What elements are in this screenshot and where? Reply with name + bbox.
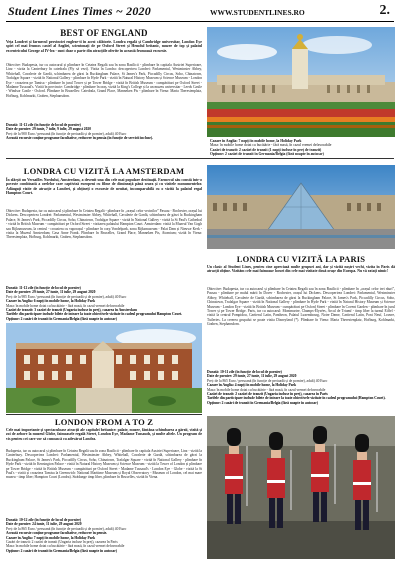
note-text: Cazări de tranzit: 2 cazări de tranzit (Ungaria incluse în preț), cazarea în Paris	[6, 540, 118, 545]
best-of-england-title: BEST OF ENGLAND	[60, 28, 148, 38]
royal-guards-photo	[207, 416, 395, 559]
option-text: Opțiune: 2 cazări de tranzit în Germania/Belgia (fără noapte în autocar)	[6, 548, 117, 553]
dates-text: Date de pornire: 29 iunie, 7 iulie, 9 iulie, 29 august 2020	[6, 127, 91, 132]
amsterdam-body: Obiective: Budapesta, tur cu autocarul și plimbare în Cetatea Regală - plimbare în „orașul celor vecinilor” Passau - Bochester, orașul lui Dickens. Descoperirea Londrei: Parlamentul, Westminster Abbey, Whitehall, Cavalerie de Gardă, schimbarea de gărzi la Buckingham Palace, St James's Park, Piccadilly Circus, Soho, Chinatown, Trafalgar Square - vizită în National Gallery - vizită la St Paul's Cathedral - vizită în British Museum - cumpărături pe Oxford Street - vizitarea palatului Hampton Court. Amsterdam: vizită la Muzeul Van Gogh sau Rijksmuseum, la centrul - croaziera cu vaporașul - plimbare în corp Vondelpark, zona Rijksmuseum - Palat Dam și Nieuwe Kerk - vizita la Muzeul Amsterdam; Casa Anne Frank. Plimbare în Bruxelles, Grand Place, Manneken Pis, Atomium; vizită în Viena: Theresienplatz, Hofburg, Kohlmarkt, Graben, Stephansdom.	[6, 209, 202, 240]
stay-text: Cazare în Anglia: 7 nopți în mobile home, la Holiday Park	[6, 535, 96, 540]
best-of-england-body: Obiective: Budapesta, tur cu autocarul și plimbare în Cetatea Regală sau în zona Basilicii - plimbare în capitala Austriei Superioare, Linz - vizita la Canterbury în catedrala (Fly să vezi). Vizita în Londra: descoperirea Londrei: Parlamentul, Westminster Abbey, Whitehall, Cavalerie de Gardă, schimbarea de gărzi la Buckingham Palace, St James's Park, Piccadilly Circus, Soho, Chinatown, Trafalgar Square - vizită în National Gallery - plimbare în Hyde Park - vizită în Natural History Museum și Science Museum - London Eye - croaziera pe Tamisa - plimbare în jurul Tower și pe Tower Bridge - vizită în British Museum - cumpărături pe Oxford Street - Madame Tussaud's. Vizită în provincie: Cambridge - plimbare în oraș, vizită la King's College și la un muzeu universitar - Leeds Castle - Windsor Castle - Oxford. Plimbare în Bruxelles: Catedrala, Grand Place, Manneken Pis - plimbare în Viena: Maria Theresienplatz, Hofburg, Kohlmarkt, Graben, Stephansdom.	[6, 63, 202, 98]
best-of-england-lead: Veța Londrei și farmecul provinciei engleze-ti în acest călătorie. Londra regală și Cambridge universitar, London Eye spiri cel mai frumos castel al Angliei, scientonați de pe Oxford Street și Hemdul britanic, muzee de top și palatul excentricului George al IV-lea - sunt doar o parte din atracțiile oferite în această frumoasă excursie.	[6, 40, 202, 53]
paris-lead: Un clasic al Student Lines, pentru cine apreciază multe grupuri ani, dar și vizită noștri vechi, vizita în Paris dă atracții obține. Vizităm cele mai faimoase locuri din cele mai vizitate două orașe din Europa. Nu vă ratați nimic!	[207, 265, 395, 274]
meal-text: Masa: în mobile home dotat cu bucătărie - fără masă, în cazul vremei defavorabile	[6, 544, 125, 549]
buckingham-palace-photo	[207, 27, 395, 137]
paris-body: Obiective: Budapesta, tur cu autocarul și plimbare în Cetatea Regală sau în zona Basilicii - plimbare în „orașul celor trei râuri”, Passau - plimbare pe malul mării în Dover - Rochester, orașul lui Dickens. Descoperirea Londrei: Parlamentul, Westminster Abbey, Whitehall, Cavalerie de Gardă, schimbarea de gărzi la Buckingham Palace, St James's Park, Piccadilly Circus, Soho, Chinatown, Trafalgar Square - vizită în National Gallery - plimbare în Hyde Park - vizită în Natural History Museum și Science Museum - London Eye - vizită în British Museum - cumpărături pe Oxford Street - plimbare în Covent Garden - plimbare în jurul Tower și pe Tower Bridge. Paris, tur cu autocarul: Montmartre, Champs-Élysées, Arcul de Triumf - timp liber la turnul Eiffel - vizită la centrul Pompidou, Cartierul Latin, Pantheon, Palatul Luxembourg, Notre Dame, Cartierul Latin, Pont Neuf, Louvre, Tuileries. La cererea grupului se poate vizita Disneyland (*). Plimbare în Viena: Maria Theresienplatz, Hofburg, Kohlmarkt, Graben, Stephansdom.	[207, 287, 395, 327]
caption-line: Opțiune: 2 cazări de tranzit în Germania/Belgia (fără noapte în autocar)	[210, 151, 324, 156]
photo1-caption	[210, 139, 396, 156]
dates-text: Date de pornire: 24 iunie, 11 iulie, 29 august 2020	[6, 522, 82, 527]
dates-text: Date de pornire: 29 iunie, 27 iunie, 11 iulie, 29 august 2020	[207, 374, 297, 379]
amsterdam-info	[6, 286, 202, 321]
stay-text: Cazare în Anglia: 4 nopți în mobile home, la Holiday Park	[207, 383, 297, 388]
website-link[interactable]: WWW.STUDENTLINES.RO	[210, 8, 305, 17]
page-number: 2.	[379, 3, 390, 18]
page-header	[0, 0, 400, 26]
london-a-z-lead: Cele mai importante și spectaculoase atracții ale capitalei britanice: palate, muzee, fântâna schimbarea a gărzii, vizită și zoi de arbore la muzeul Globe, faimoasele regală Street, London Eye, Madame Tussauds, și multe altele. Un program de vis pentru cei care vor să cunoască cu adevărat Londra.	[6, 428, 202, 441]
header-rule	[6, 21, 394, 22]
caption-line: Masa: în mobile home dotat cu bucătărie - fără masă, în cazul vremei defavorabile	[210, 143, 332, 148]
price-text: Preț: de la 865 Euro / persoană (în funcție de perioadă și de pornire), adult) 40 Euro	[207, 378, 328, 383]
includes-text: Această excursie conține programe facultative, reducere în pensie.	[6, 531, 108, 536]
section-divider	[6, 414, 202, 415]
price-text: Preț: de la 900 Euro / persoană (în funcție de perioadă și de pornire), adult) 40 Euro	[6, 131, 127, 136]
duration-text: Durată: 11-12 zile (în funcție de locul de pornire)	[6, 123, 81, 127]
hampton-court-photo	[6, 323, 202, 413]
note-text: Cazări de tranzit: 2 cazări de tranzit (Ungaria incluse în preț), cazarea în Paris	[207, 392, 328, 397]
louvre-pyramid-photo	[207, 165, 395, 249]
tariff-text: Tarifele din participare include bilete de intrare la toate obiectivele vizitate în cadrul programului (Hampton Court).	[207, 396, 386, 401]
london-a-z-body: Budapesta, tur cu autocarul și plimbare în Cetatea Regală sau în zona Basilicii - plimbare în capitala Austriei Superioare, Linz - vizită la Canterbury. Descoperirea Londrei: Parlamentul, Westminster Abbey, Whitehall, Cavalerie de Gardă, schimbarea de gărzi la Buckingham Palace, St James's Park, Piccadilly Circus, Soho, Chinatown, Trafalgar Square - vizită în National Gallery - plimbare în Hyde Park - vizită în Kensington Palace - vizită în Natural History Museum și Science Museum - vizită la Tower of London și plimbare pe Tower Bridge - vizită în British Museum - cumpărături pe Oxford Street - Madame Tussaud's - London Eye - Globe - vizită la St Paul's - vizită și croaziera Tamisa la Greenwich: National Maritime Museum și Royal Observatory - Museum of London, cel mai mare muzeu - timp liber; Hampton Court (Londra). Strădange timp liber, plimbare în Bruxelles, vizită în Viena.	[6, 449, 202, 480]
duration-text: Durată: 10-11 zile (în funcție de locul de pornire)	[207, 370, 282, 374]
best-of-england-info	[6, 123, 202, 141]
dates-text: Date de pornire: 29 iunie, 27 iunie, 11 iulie, 29 august 2020	[6, 290, 96, 295]
paris-info	[207, 370, 395, 405]
newspaper-title: Student Lines Times ~ 2020	[8, 4, 151, 18]
meal-text: Masa: în mobile home dotat cu bucătărie - fără masă, în cazul vremei defavorabile	[207, 387, 326, 392]
caption-line: Cazări de tranzit: 2 cazări de tranzit (1 nopți incluse în preț de tranzit)	[210, 147, 322, 152]
includes-text: Această excursie conține programe facultative, reducere în pensia (în funcție de servicii incluse).	[6, 136, 153, 141]
duration-text: Durată: 10-12 zile (în funcție de locul de pornire)	[6, 518, 81, 522]
caption-line: Cazare în Anglia: 7 nopți în mobile home, la Holiday Park	[210, 139, 302, 143]
note-text: Cazări de tranzit: 3 cazări de tranzit (Ungaria incluse în preț), cazarea în Amsterdam	[6, 308, 137, 313]
amsterdam-lead: În sfârșit un Versailles Nordului, Amsterdam, a devenit una din cele mai populare destinații. Farmecul său constă într-o poveste combinată a orelelor care captiviză europeni cu filme de dimineață până seara și cu vizitele monumentelor. Adăugați vizite de atracție a Londrei, și obțineți o excursie de neuitat, incomparabilă cu o vizită la palatul regal Hampton Court.	[6, 178, 202, 196]
price-text: Preț: de la 985 Euro / persoană (în funcție de perioadă și de pornire), adult) 40 Euro	[6, 294, 127, 299]
option-text: Opțiune: 2 cazări de tranzit în Germania/Belgia (fără noapte în autocar)	[6, 316, 117, 321]
tariff-text: Tarifele din participare include bilete de intrare la toate obiectivele vizitate în cadrul programului Hampton Court.	[6, 312, 183, 317]
section-divider	[6, 158, 394, 159]
meal-text: Masa: în mobile home dotat cu bucătărie - fără masă, în cazul vremei defavorabile	[6, 303, 125, 308]
price-text: Preț: de la 865 Euro / persoană (în funcție de perioadă și de pornire), adult) 40 Euro	[6, 526, 127, 531]
paris-title: LONDRA CU VIZITĂ LA PARIS	[236, 254, 366, 264]
london-a-z-title: LONDON FROM A TO Z	[54, 417, 154, 427]
stay-text: Cazare în Anglia: 6 nopți în mobile home, la Holiday Park	[6, 299, 96, 304]
london-a-z-info	[6, 518, 202, 553]
amsterdam-title: LONDRA CU VIZITĂ LA AMSTERDAM	[23, 166, 185, 176]
option-text: Opțiune: 2 cazări de tranzit în Germania/Belgia (fără noapte în autocar)	[207, 400, 318, 405]
duration-text: Durată: 11-12 zile (în funcție de locul de pornire)	[6, 286, 81, 290]
